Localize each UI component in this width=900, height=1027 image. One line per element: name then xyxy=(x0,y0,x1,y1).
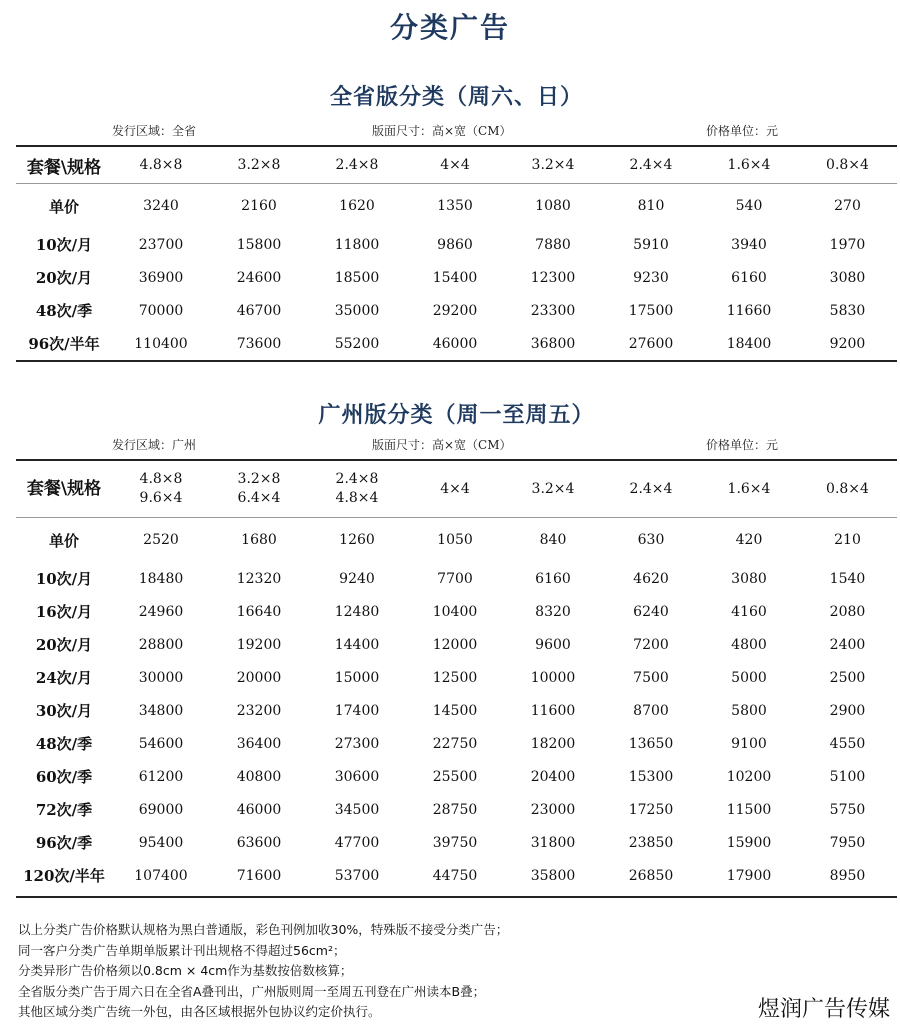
guangzhou-col-header: 0.8×4 xyxy=(826,480,869,497)
guangzhou-meta-row xyxy=(16,433,897,455)
province-price-cell: 6160 xyxy=(731,269,767,286)
guangzhou-price-cell: 35800 xyxy=(530,867,576,884)
guangzhou-price-cell: 36400 xyxy=(236,735,282,752)
province-col-header: 1.6×4 xyxy=(727,157,771,173)
province-price-cell: 2160 xyxy=(210,184,308,229)
guangzhou-price-cell: 17250 xyxy=(628,801,674,818)
province-price-cell: 35000 xyxy=(334,302,380,319)
guangzhou-table-row xyxy=(16,595,897,628)
notes-block xyxy=(18,920,508,1023)
guangzhou-price-cell: 25500 xyxy=(432,768,478,785)
province-table-row xyxy=(16,294,897,327)
guangzhou-price-cell: 210 xyxy=(798,518,897,563)
guangzhou-price-cell: 420 xyxy=(700,518,798,563)
province-price-cell: 12300 xyxy=(530,269,576,286)
province-price-cell: 270 xyxy=(798,184,897,229)
province-price-cell: 18500 xyxy=(334,269,380,286)
province-col-header: 2.4×4 xyxy=(629,157,673,173)
guangzhou-price-table xyxy=(16,461,897,892)
province-price-cell: 9200 xyxy=(829,335,866,352)
guangzhou-row-label: 24次/月 xyxy=(35,669,93,687)
guangzhou-price-cell: 12480 xyxy=(334,603,380,620)
guangzhou-table-row xyxy=(16,760,897,793)
province-price-cell: 11800 xyxy=(334,236,380,253)
guangzhou-price-cell: 12000 xyxy=(432,636,478,653)
guangzhou-price-cell: 53700 xyxy=(334,867,380,884)
guangzhou-col-header-line1: 4.8×8 xyxy=(139,471,183,487)
guangzhou-price-cell: 17400 xyxy=(334,702,380,719)
guangzhou-table-body xyxy=(16,518,897,893)
province-price-cell: 3080 xyxy=(829,269,866,286)
guangzhou-price-cell: 28750 xyxy=(432,801,478,818)
province-price-cell: 7880 xyxy=(535,236,571,253)
guangzhou-price-cell: 4160 xyxy=(731,603,767,620)
guangzhou-table-row xyxy=(16,628,897,661)
guangzhou-price-cell: 2900 xyxy=(829,702,866,719)
guangzhou-row-label: 10次/月 xyxy=(35,570,93,588)
guangzhou-price-cell: 61200 xyxy=(138,768,184,785)
guangzhou-price-cell: 23850 xyxy=(628,834,674,851)
guangzhou-table-row xyxy=(16,727,897,760)
guangzhou-price-cell: 26850 xyxy=(628,867,674,884)
guangzhou-header-row xyxy=(16,461,897,518)
guangzhou-price-cell: 3080 xyxy=(731,570,767,587)
guangzhou-price-cell: 9100 xyxy=(731,735,767,752)
province-price-cell: 1080 xyxy=(504,184,602,229)
province-meta-row xyxy=(16,119,897,141)
guangzhou-price-cell: 2080 xyxy=(829,603,866,620)
province-spec-header: 套餐\规格 xyxy=(26,157,102,178)
province-bottom-rule xyxy=(16,360,897,362)
guangzhou-row-label: 120次/半年 xyxy=(23,867,105,885)
province-unit-label: 价格单位：元 xyxy=(706,124,779,138)
guangzhou-row-label: 72次/季 xyxy=(35,801,93,819)
guangzhou-price-cell: 18200 xyxy=(530,735,576,752)
province-col-header: 3.2×4 xyxy=(531,157,575,173)
province-price-cell: 46000 xyxy=(432,335,478,352)
guangzhou-price-cell: 30000 xyxy=(138,669,184,686)
province-price-cell: 3240 xyxy=(112,184,210,229)
guangzhou-price-cell: 1050 xyxy=(406,518,504,563)
guangzhou-price-cell: 1680 xyxy=(210,518,308,563)
guangzhou-col-header xyxy=(112,461,210,518)
guangzhou-price-cell: 8320 xyxy=(535,603,571,620)
province-col-header: 4×4 xyxy=(440,157,470,173)
guangzhou-table-row xyxy=(16,859,897,892)
guangzhou-price-cell: 12320 xyxy=(236,570,282,587)
guangzhou-price-cell: 44750 xyxy=(432,867,478,884)
guangzhou-col-header: 1.6×4 xyxy=(727,480,771,497)
guangzhou-price-cell: 10400 xyxy=(432,603,478,620)
guangzhou-price-cell: 4550 xyxy=(829,735,866,752)
province-price-cell: 24600 xyxy=(236,269,282,286)
page-title: 分类广告 xyxy=(389,11,510,44)
guangzhou-bottom-rule xyxy=(16,896,897,898)
guangzhou-row-label: 20次/月 xyxy=(35,636,93,654)
guangzhou-col-header xyxy=(308,461,406,518)
guangzhou-price-cell: 20400 xyxy=(530,768,576,785)
guangzhou-price-cell: 31800 xyxy=(530,834,576,851)
guangzhou-price-cell: 15000 xyxy=(334,669,380,686)
guangzhou-price-cell: 7950 xyxy=(829,834,866,851)
guangzhou-price-cell: 11600 xyxy=(530,702,576,719)
guangzhou-price-cell: 10200 xyxy=(726,768,772,785)
guangzhou-col-header-line2: 6.4×4 xyxy=(237,490,281,506)
guangzhou-size-label: 版面尺寸：高×宽（CM） xyxy=(372,438,512,452)
guangzhou-price-cell: 10000 xyxy=(530,669,576,686)
guangzhou-col-header: 4×4 xyxy=(440,480,470,497)
guangzhou-price-cell: 12500 xyxy=(432,669,478,686)
guangzhou-price-cell: 7500 xyxy=(633,669,669,686)
guangzhou-price-cell: 13650 xyxy=(628,735,674,752)
province-price-cell: 70000 xyxy=(138,302,184,319)
guangzhou-price-cell: 19200 xyxy=(236,636,282,653)
guangzhou-table-row xyxy=(16,793,897,826)
province-price-cell: 36800 xyxy=(530,335,576,352)
guangzhou-col-header-line2: 9.6×4 xyxy=(139,490,183,506)
guangzhou-price-cell: 28800 xyxy=(138,636,184,653)
guangzhou-price-cell: 7200 xyxy=(633,636,669,653)
province-price-cell: 27600 xyxy=(628,335,674,352)
guangzhou-row-label: 16次/月 xyxy=(35,603,93,621)
guangzhou-unit-label: 价格单位：元 xyxy=(706,438,779,452)
guangzhou-price-cell: 40800 xyxy=(236,768,282,785)
guangzhou-price-cell: 23200 xyxy=(236,702,282,719)
guangzhou-price-cell: 34500 xyxy=(334,801,380,818)
province-price-cell: 3940 xyxy=(731,236,767,253)
note-line: 其他区域分类广告统一外包，由各区域根据外包协议约定价执行。 xyxy=(18,1004,381,1019)
guangzhou-price-cell: 6160 xyxy=(535,570,571,587)
guangzhou-price-cell: 71600 xyxy=(236,867,282,884)
guangzhou-price-cell: 15300 xyxy=(628,768,674,785)
guangzhou-price-cell: 27300 xyxy=(334,735,380,752)
province-table-row xyxy=(16,228,897,261)
guangzhou-price-cell: 8950 xyxy=(829,867,866,884)
guangzhou-price-cell: 30600 xyxy=(334,768,380,785)
guangzhou-section-title: 广州版分类（周一至周五） xyxy=(318,402,595,428)
province-price-cell: 15800 xyxy=(236,236,282,253)
province-section-title: 全省版分类（周六、日） xyxy=(329,84,583,110)
guangzhou-price-cell: 9240 xyxy=(339,570,375,587)
province-size-label: 版面尺寸：高×宽（CM） xyxy=(372,124,512,138)
province-price-cell: 23300 xyxy=(530,302,576,319)
guangzhou-price-cell: 5800 xyxy=(731,702,767,719)
guangzhou-price-cell: 4620 xyxy=(633,570,669,587)
guangzhou-section xyxy=(16,398,897,898)
province-price-cell: 18400 xyxy=(726,335,772,352)
province-price-cell: 110400 xyxy=(134,335,188,352)
guangzhou-price-cell: 840 xyxy=(504,518,602,563)
note-line: 同一客户分类广告单期单版累计刊出规格不得超过56cm²； xyxy=(18,942,346,958)
province-row-label: 10次/月 xyxy=(35,236,93,254)
guangzhou-price-cell: 17900 xyxy=(726,867,772,884)
province-price-cell: 540 xyxy=(700,184,798,229)
guangzhou-price-cell: 1540 xyxy=(829,570,866,587)
province-price-cell: 9860 xyxy=(437,236,473,253)
province-price-table xyxy=(16,147,897,360)
guangzhou-price-cell: 6240 xyxy=(633,603,669,620)
guangzhou-price-cell: 54600 xyxy=(138,735,184,752)
province-col-header: 2.4×8 xyxy=(335,157,379,173)
guangzhou-price-cell: 14500 xyxy=(432,702,478,719)
guangzhou-price-cell: 69000 xyxy=(138,801,184,818)
guangzhou-price-cell: 14400 xyxy=(334,636,380,653)
guangzhou-price-cell: 5750 xyxy=(829,801,866,818)
guangzhou-price-cell: 22750 xyxy=(432,735,478,752)
guangzhou-table-row xyxy=(16,661,897,694)
guangzhou-price-cell: 2400 xyxy=(829,636,866,653)
guangzhou-row-label: 48次/季 xyxy=(35,735,93,753)
province-table-body xyxy=(16,184,897,361)
guangzhou-row-label: 30次/月 xyxy=(35,702,93,720)
province-price-cell: 73600 xyxy=(236,335,282,352)
province-row-label: 96次/半年 xyxy=(28,335,100,353)
note-line: 全省版分类广告于周六日在全省A叠刊出，广州版则周一至周五刊登在广州读本B叠； xyxy=(18,983,486,999)
province-price-cell: 55200 xyxy=(334,335,380,352)
province-price-cell: 5830 xyxy=(829,302,866,319)
guangzhou-price-cell: 1260 xyxy=(308,518,406,563)
province-col-header: 3.2×8 xyxy=(237,157,281,173)
guangzhou-price-cell: 2500 xyxy=(829,669,866,686)
province-row-label: 单价 xyxy=(16,184,112,229)
watermark-text: 煜润广告传媒 xyxy=(757,997,890,1022)
province-price-cell: 17500 xyxy=(628,302,674,319)
guangzhou-price-cell: 34800 xyxy=(138,702,184,719)
guangzhou-price-cell: 4800 xyxy=(731,636,767,653)
guangzhou-price-cell: 7700 xyxy=(437,570,473,587)
province-row-label: 48次/季 xyxy=(35,302,93,320)
province-price-cell: 36900 xyxy=(138,269,184,286)
province-price-cell: 29200 xyxy=(432,302,478,319)
province-price-cell: 9230 xyxy=(633,269,669,286)
guangzhou-price-cell: 63600 xyxy=(236,834,282,851)
note-line: 以上分类广告价格默认规格为黑白普通版，彩色刊例加收30%，特殊版不接受分类广告； xyxy=(18,922,509,937)
guangzhou-row-label: 60次/季 xyxy=(35,768,93,786)
guangzhou-price-cell: 24960 xyxy=(138,603,184,620)
guangzhou-price-cell: 39750 xyxy=(432,834,478,851)
guangzhou-price-cell: 5000 xyxy=(731,669,767,686)
guangzhou-price-cell: 630 xyxy=(602,518,700,563)
guangzhou-col-header-line1: 2.4×8 xyxy=(335,471,379,487)
province-table-row xyxy=(16,261,897,294)
guangzhou-table-row xyxy=(16,518,897,563)
guangzhou-col-header: 3.2×4 xyxy=(531,480,575,497)
province-price-cell: 11660 xyxy=(726,302,772,319)
guangzhou-price-cell: 95400 xyxy=(138,834,184,851)
province-price-cell: 1350 xyxy=(406,184,504,229)
guangzhou-col-header xyxy=(210,461,308,518)
province-price-cell: 15400 xyxy=(432,269,478,286)
province-col-header: 4.8×8 xyxy=(139,157,183,173)
province-price-cell: 46700 xyxy=(236,302,282,319)
province-section xyxy=(16,80,897,362)
province-col-header: 0.8×4 xyxy=(826,157,869,173)
guangzhou-price-cell: 8700 xyxy=(633,702,669,719)
guangzhou-col-header-line1: 3.2×8 xyxy=(237,471,281,487)
province-price-cell: 1620 xyxy=(308,184,406,229)
guangzhou-table-row xyxy=(16,826,897,859)
guangzhou-price-cell: 16640 xyxy=(236,603,282,620)
province-price-cell: 5910 xyxy=(633,236,669,253)
guangzhou-area-label: 发行区域：广州 xyxy=(112,438,197,452)
guangzhou-row-label: 单价 xyxy=(16,518,112,563)
guangzhou-price-cell: 107400 xyxy=(134,867,188,884)
province-table-row xyxy=(16,184,897,229)
guangzhou-price-cell: 15900 xyxy=(726,834,772,851)
guangzhou-row-label: 96次/季 xyxy=(35,834,93,852)
province-table-row xyxy=(16,327,897,360)
province-price-cell: 810 xyxy=(602,184,700,229)
province-price-cell: 23700 xyxy=(138,236,184,253)
guangzhou-price-cell: 47700 xyxy=(334,834,380,851)
guangzhou-price-cell: 5100 xyxy=(829,768,866,785)
guangzhou-price-cell: 9600 xyxy=(535,636,571,653)
guangzhou-price-cell: 23000 xyxy=(530,801,576,818)
note-line: 分类异形广告价格须以0.8cm × 4cm作为基数按倍数核算； xyxy=(18,963,353,978)
province-price-cell: 1970 xyxy=(829,236,866,253)
province-row-label: 20次/月 xyxy=(35,269,93,287)
guangzhou-spec-header: 套餐\规格 xyxy=(26,478,102,499)
province-area-label: 发行区域：全省 xyxy=(112,124,197,138)
guangzhou-price-cell: 20000 xyxy=(236,669,282,686)
guangzhou-price-cell: 46000 xyxy=(236,801,282,818)
guangzhou-price-cell: 18480 xyxy=(138,570,184,587)
guangzhou-table-row xyxy=(16,562,897,595)
guangzhou-col-header-line2: 4.8×4 xyxy=(335,490,379,506)
guangzhou-price-cell: 2520 xyxy=(112,518,210,563)
guangzhou-col-header: 2.4×4 xyxy=(629,480,673,497)
guangzhou-table-row xyxy=(16,694,897,727)
guangzhou-price-cell: 11500 xyxy=(726,801,772,818)
province-header-row xyxy=(16,147,897,184)
